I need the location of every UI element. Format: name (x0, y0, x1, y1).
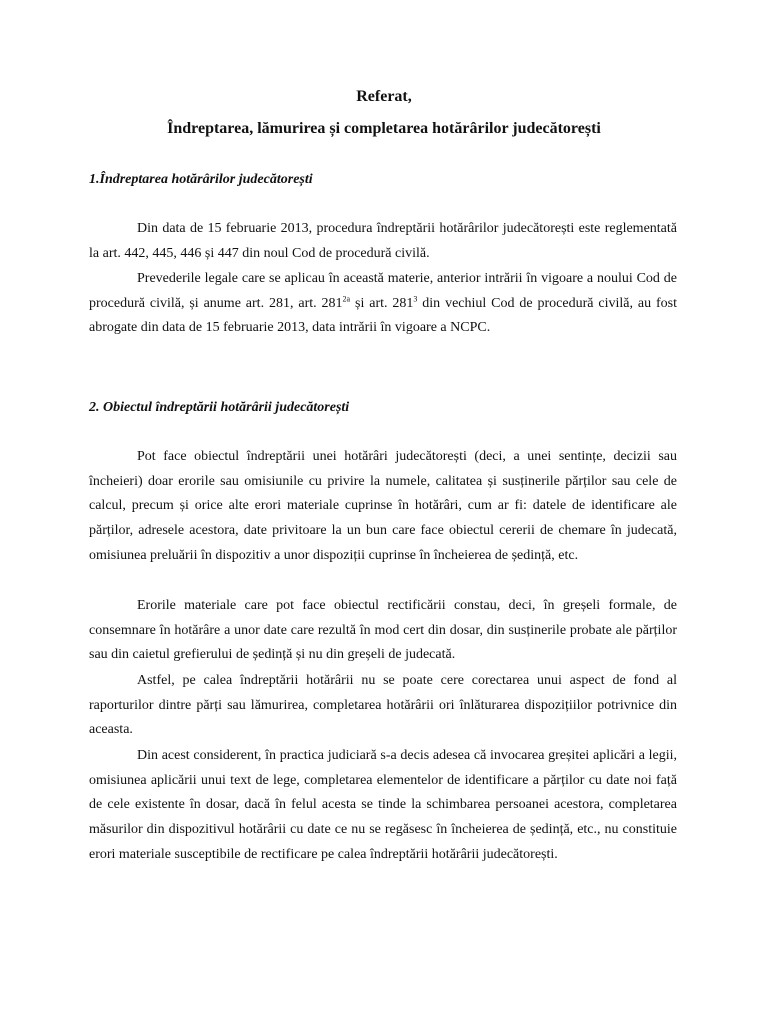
paragraph (89, 267, 677, 341)
paragraph-text: din vechiul Cod de procedură civilă, au fost abrogate din data de 15 februarie 2013, data intrării în vigoare a NCPC. (89, 295, 677, 336)
superscript: 3 (413, 294, 418, 304)
paragraph: Din data de 15 februarie 2013, procedura îndreptării hotărârilor judecătorești este reglementată la art. 442, 445, 446 și 447 din noul Cod de procedură civilă. (89, 221, 677, 261)
document-title: Referat, (356, 88, 412, 105)
paragraph: Pot face obiectul îndreptării unei hotărâri judecătorești (deci, a unei sentințe, decizii sau încheieri) doar erorile sau omisiunile cu privire la numele, calitatea și susținerile părților sau cele de calcul, precum și orice alte erori materiale cuprinse în hotărâri, cum ar fi: datele de identificare ale părților, adresele acestora, date privitoare la un bun care face obiectul cererii de chemare în judecată, omisiunea preluării în dispozitiv a unor dispoziții cuprinse în încheierea de ședință, etc. (89, 449, 677, 563)
section-heading-2: 2. Obiectul îndreptării hotărârii judecătorești (89, 400, 350, 415)
paragraph: Astfel, pe calea îndreptării hotărârii nu se poate cere corectarea unui aspect de fond al raporturilor dintre părți sau lămurirea, completarea hotărârii ori înlăturarea dispozițiilor potrivnice din aceasta. (89, 673, 677, 738)
paragraph: Din acest considerent, în practica judiciară s-a decis adesea că invocarea greșitei aplicări a legii, omisiunea aplicării unui text de lege, completarea elementelor de identificare a părților cu date noi față de cele existente în dosar, dacă în felul acesta se tinde la schimbarea persoanei acestora, completarea măsurilor din dispozitivul hotărârii cu date ce nu se regăsesc în încheierea de ședință, etc., nu constituie erori materiale susceptibile de rectificare pe calea îndreptării hotărârii judecătorești. (89, 748, 677, 862)
paragraph-text: și art. 281 (350, 295, 414, 311)
superscript: 2a (342, 294, 351, 304)
document-subtitle: Îndreptarea, lămurirea și completarea hotărârilor judecătorești (167, 120, 601, 137)
paragraph-text: Prevederile legale care se aplicau în această materie, anterior intrării în vigoare a noului Cod de procedură civilă, și anume art. 281, art. 281 (89, 271, 677, 311)
section-heading-1: 1.Îndreptarea hotărârilor judecătorești (89, 172, 313, 187)
paragraph: Erorile materiale care pot face obiectul rectificării constau, deci, în greșeli formale, de consemnare în hotărâre a unor date care rezultă în mod cert din dosar, din susținerile probate ale părților sau din caietul grefierului de ședință și nu din greșeli de judecată. (89, 598, 677, 663)
